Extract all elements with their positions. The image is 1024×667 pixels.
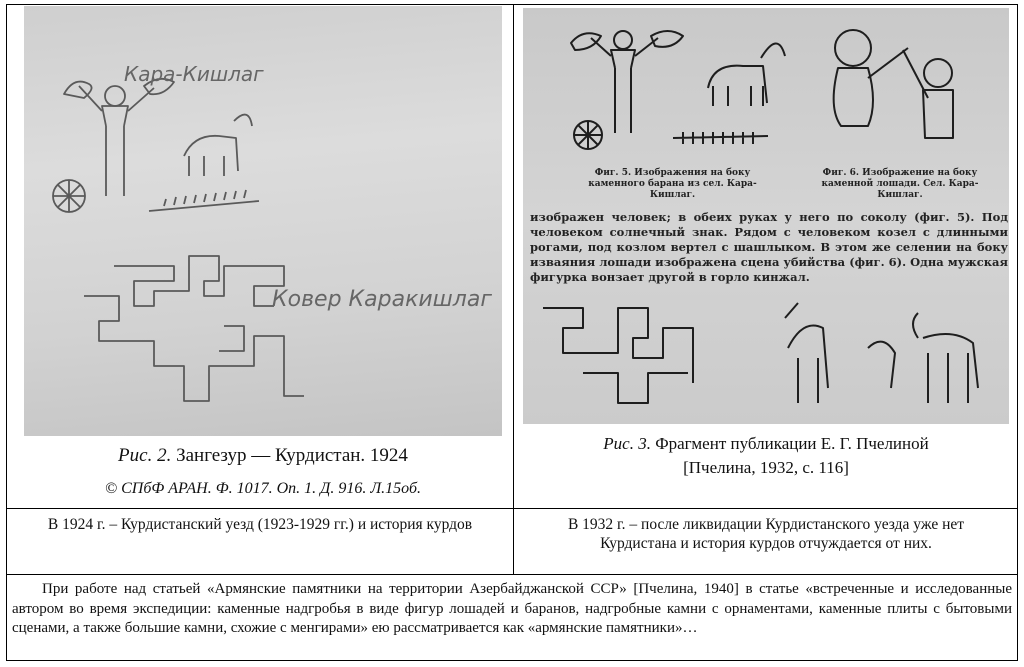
left-source-line: © СПбФ АРАН. Ф. 1017. Оп. 1. Д. 916. Л.15об. <box>104 480 422 497</box>
row2-right-line1: В 1932 г. – после ликвидации Курдистанского уезда уже нет <box>567 516 965 533</box>
row2-right-line2: Курдистана и история курдов отчуждается от них. <box>600 535 932 552</box>
right-caption <box>523 434 1009 454</box>
fig5-caption: Фиг. 5. Изображения на боку каменного барана из сел. Кара-Кишлаг. <box>588 168 757 200</box>
archive-drawing-sketch <box>24 6 502 436</box>
row-divider-2 <box>6 574 1018 575</box>
right-caption-prefix: Рис. 3. <box>603 434 651 453</box>
right-caption-main: Фрагмент публикации Е. Г. Пчелиной <box>655 434 929 453</box>
archive-drawing-photo <box>24 6 502 436</box>
publication-text: изображен человек; в обеих руках у него по соколу (фиг. 5). Под человеком солнечный знак. Рядом с человеком козел с длинными рогами, под козлом вертел с шашлыком. В этом же селении на боку изваяния лошади изображена сцена убийства (фиг. 6). Одна мужская фигурка вонзает другой в горло кинжал. <box>530 210 1008 284</box>
right-caption-ref: [Пчелина, 1932, с. 116] <box>683 458 849 477</box>
row-divider-1 <box>6 508 1018 509</box>
left-caption-prefix: Рис. 2. <box>118 445 172 466</box>
bottom-paragraph <box>12 580 1012 639</box>
handwriting-top: Кара-Кишлаг <box>124 62 264 86</box>
fig6-caption: Фиг. 6. Изображение на боку каменной лошади. Сел. Кара-Кишлаг. <box>821 168 979 200</box>
row2-left-text: В 1924 г. – Курдистанский уезд (1923-1929 гг.) и история курдов <box>47 516 473 533</box>
handwriting-middle: Ковер Каракишлаг <box>272 287 492 312</box>
left-caption-main: Зангезур — Курдистан. 1924 <box>176 445 408 466</box>
column-divider <box>513 4 514 574</box>
left-caption <box>24 445 502 467</box>
bottom-paragraph-text: При работе над статьей «Армянские памятники на территории Азербайджанской ССР» [Пчелина, 1940] в статье «встреченные и исследованные автором во время экспедиции: каменные надгробья в виде фигур лошадей и баранов, надгробные камни с орнаментами, каменные плиты с бытовыми сценами, а также большие камни, схожие с менгирами» ею рассматривается как «армянские памятники»… <box>12 581 1012 636</box>
